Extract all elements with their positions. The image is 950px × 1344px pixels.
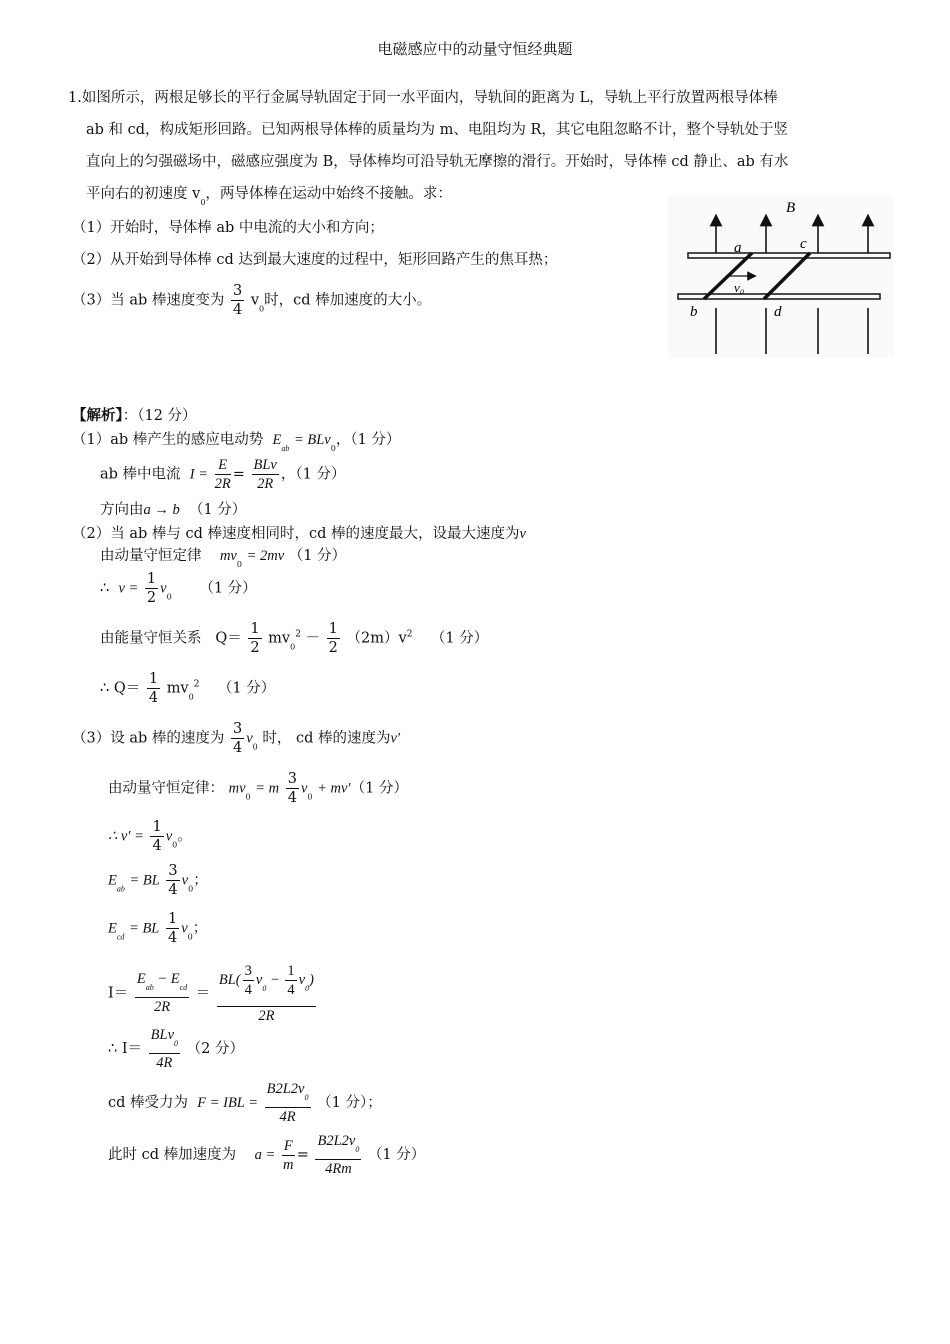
fraction [252,456,279,493]
math: I＝ [108,985,129,1002]
subscript: 0 [305,983,310,993]
subscript: 0 [187,932,193,942]
superscript: 2 [406,629,413,640]
text: cd 棒受力为 [108,1095,189,1111]
numerator: 1 [250,621,260,637]
text: ； [193,872,208,889]
solution-2d-line [100,620,488,657]
solution-3h-line [108,1080,382,1126]
math: ∴ I＝ [108,1041,143,1057]
fraction [231,720,244,757]
fraction [286,770,299,807]
score: （1 分） [199,580,257,597]
denominator: 4 [167,930,178,946]
fraction [327,620,340,657]
label-d: d [774,304,782,320]
text: （3）当 ab 棒速度变为 [72,292,225,309]
solution-1c-line [100,498,246,519]
superscript: 2 [193,679,200,690]
text: 时， cd 棒的速度为 [262,730,391,747]
solution-3c-line: ∴ v′ = $\frac{1}{4}$ $v_0$。 [108,819,192,854]
solution-header [72,404,197,425]
text: 由动量守恒定律 [100,548,202,564]
math: = 2mv [246,548,285,564]
denominator: 4 [152,838,162,854]
denominator: 4 [244,982,252,998]
subscript: 0 [304,1093,309,1102]
text: （1）ab 棒产生的感应电动势 [72,432,264,448]
math: mv [228,780,246,797]
denominator: 2 [146,590,157,606]
numerator: 3 [232,721,243,737]
score: （1 分）； [317,1095,382,1111]
rail-diagram [668,196,894,358]
math: a → b [143,502,180,518]
fraction [166,910,179,947]
therefore: ∴ [100,580,110,597]
denominator: 4 [148,690,159,706]
score: （2 分） [186,1041,244,1057]
fraction [282,1137,295,1174]
denominator: 4 [232,302,243,318]
numerator: B2L2v [266,1081,305,1097]
label-v0: v₀ [734,280,745,295]
fraction: BL( $\frac{3}{4}$ $v_0$ − $\frac{1}{4}$ $v_0$) 2R [218,963,314,1024]
denominator: 2R [258,1007,275,1024]
subscript: cd [179,983,188,993]
text: 。 [177,828,192,845]
score: （1 分） [350,780,408,797]
fraction [231,282,244,319]
solution-3-line: （3）设 ab 棒的速度为 $\frac{3}{4}$ $v_0$ 时， cd 棒的速度为v′ [72,721,401,756]
subscript: 0 [174,1039,179,1048]
subscript: ab [116,884,125,894]
subscript: ab [281,444,290,453]
denominator: m [283,1156,294,1173]
fraction [285,962,296,999]
math: ∴ v′ = [108,828,144,845]
numerator: 1 [328,621,338,637]
solution-3e-line: $E_{cd}$ = BL $\frac{1}{4}$ $v_0$； [108,911,208,946]
denominator: 4 [287,790,297,806]
label-b: b [690,304,698,320]
fraction [248,620,261,657]
solution-3g-line [108,1026,244,1072]
solution-2-line [72,522,526,543]
top-rail [688,253,890,258]
solution-2c-line: ∴ v = $\frac{1}{2}$ $v_0$ （1 分） [100,571,257,606]
subscript: 0 [259,304,265,314]
numerator: 3 [232,283,243,299]
label-c: c [800,236,807,252]
problem-line-4 [86,182,452,207]
text: 由能量守恒关系 [100,630,202,647]
score: ，（1 分） [335,432,401,448]
fraction [166,862,179,899]
denominator: 4Rm [325,1161,352,1177]
denominator: 4R [156,1055,173,1071]
score: （1 分） [430,630,489,647]
text: 时，cd 棒加速度的大小。 [264,292,432,309]
math: ∴ Q＝ [100,680,141,697]
subscript: 0 [172,840,178,850]
text: 由动量守恒定律： [108,780,224,797]
subscript: 0 [166,592,172,602]
solution-3i-line: 此时 cd 棒加速度为 a = $\frac{F}{m}$ = $\frac{B2L2v_0}{4Rm}$ （1 分） [108,1133,426,1177]
math: + mv′ [317,780,351,797]
math: Q＝ [215,630,242,647]
numerator: BLv [253,457,277,473]
text: ； [192,920,208,937]
problem-line-1: 1.如图所示，两根足够长的平行金属导轨固定于同一水平面内，导轨间的距离为 L，导轨上平行放置两根导体棒 [68,90,778,106]
math: v [519,526,526,542]
subscript: 0 [245,792,251,802]
numerator: 1 [152,819,162,835]
subscript: 0 [307,792,313,802]
math: = m [255,780,280,797]
solution-3f-line [108,962,318,1025]
numerator: F [283,1137,293,1154]
denominator: 4 [168,882,178,898]
solution-3d-line: $E_{ab}$ = BL $\frac{3}{4}$ $v_0$； [108,863,208,898]
math: E [108,872,117,889]
math: E [272,432,282,448]
subscript: cd [116,932,125,942]
solution-2e-line [100,670,275,707]
label-a: a [734,240,742,256]
solution-3b-line: 由动量守恒定律： $mv_0 = m$ $\frac{3}{4}$ $v_0 + mv'(1$ 分） [108,771,408,806]
question-1: （1）开始时，导体棒 ab 中电流的大小和方向； [72,220,384,236]
text: ，两导体棒在运动中始终不接触。求： [205,186,452,202]
superscript: 2 [295,629,301,640]
score: （1 分） [217,680,276,697]
score: ，（1 分） [280,466,346,483]
math: v′ [390,730,401,747]
page-title: 电磁感应中的动量守恒经典题 [377,40,573,58]
problem-line-2: ab 和 cd，构成矩形回路。已知两根导体棒的质量均为 m、电阻均为 R，其它电阻忽略不计，整个导轨处于竖 [86,122,788,138]
question-2: （2）从开始到导体棒 cd 达到最大速度的过程中，矩形回路产生的焦耳热； [72,252,558,268]
fraction [315,1132,361,1178]
math: E [108,920,117,937]
numerator: 1 [148,671,159,687]
text: 平向右的初速度 v [86,186,201,202]
text: 方向由 [100,502,144,518]
numerator: 1 [167,911,178,927]
subscript: 0 [188,884,194,894]
fraction [150,818,163,855]
text: ab 棒中电流 [100,466,181,483]
numerator: 3 [244,963,252,979]
subscript: 0 [330,444,336,453]
rail-diagram-svg [668,196,894,358]
math: = BL [129,872,160,889]
header-score: ：（12 分） [122,408,197,424]
numerator: BLv [150,1027,175,1043]
denominator: 2R [257,476,274,492]
question-3 [72,282,431,319]
math: = BLv [293,432,331,448]
denominator: 4R [279,1109,296,1125]
math: = BL [129,920,160,937]
text: v [250,292,260,309]
header-label: 【解析】 [72,407,123,424]
subscript: 0 [355,1145,360,1154]
fraction [149,1026,180,1072]
text: 此时 cd 棒加速度为 [108,1147,237,1163]
denominator: 2R [214,476,231,492]
fraction [215,456,231,493]
math: mv [268,630,291,647]
text: （2）当 ab 棒与 cd 棒速度相同时，cd 棒的速度最大，设最大速度为 [72,526,520,542]
fraction [145,570,158,607]
subscript: 0 [252,742,258,752]
denominator: 4 [287,982,295,998]
math: F = IBL = [197,1095,259,1111]
fraction [265,1080,311,1126]
score: （1 分） [188,502,247,518]
math: － [305,630,321,647]
numerator: B2L2v [317,1133,356,1149]
math: （2m）v [346,630,407,647]
denominator: 2R [153,999,171,1016]
numerator: 3 [287,771,297,787]
numerator: 1 [287,963,295,979]
denominator: 2 [250,640,260,656]
label-B: B [786,200,796,216]
math: mv [166,680,189,697]
subscript: 0 [188,692,194,702]
subscript: 0 [262,983,267,993]
fraction [135,970,189,1016]
numerator: E [215,456,231,475]
math: ＝ [195,985,211,1002]
math: v = [118,580,139,597]
solution-2b-line [100,544,346,569]
score: （1 分） [367,1147,426,1163]
math: a = [254,1147,276,1163]
numerator: BL( [218,971,241,988]
numerator: 1 [146,571,157,587]
subscript: ab [145,983,154,993]
score: （1 分） [288,548,347,564]
numerator: E [136,971,146,988]
numerator: 3 [168,863,178,879]
subscript: 0 [200,198,206,207]
solution-1b-line: ab 棒中电流 I = $\frac{E}{2R}$ = $\frac{\text{BLv}}{2R}$ ，（1 分） [100,457,346,492]
subscript: 0 [236,560,242,569]
denominator: 4 [232,740,243,756]
denominator: 2 [328,640,338,656]
fraction [243,962,254,999]
rod-cd [764,253,810,299]
problem-line-3: 直向上的匀强磁场中，磁感应强度为 B，导体棒均可沿导轨无摩擦的滑行。开始时，导体棒 cd 静止、ab 有水 [86,154,789,170]
fraction [147,670,160,707]
subscript: 0 [290,642,296,652]
solution-1-line [72,428,400,453]
text: （3）设 ab 棒的速度为 [72,730,225,747]
numerator: − E [157,971,180,988]
math: I = [189,466,209,483]
math: mv [219,548,237,564]
